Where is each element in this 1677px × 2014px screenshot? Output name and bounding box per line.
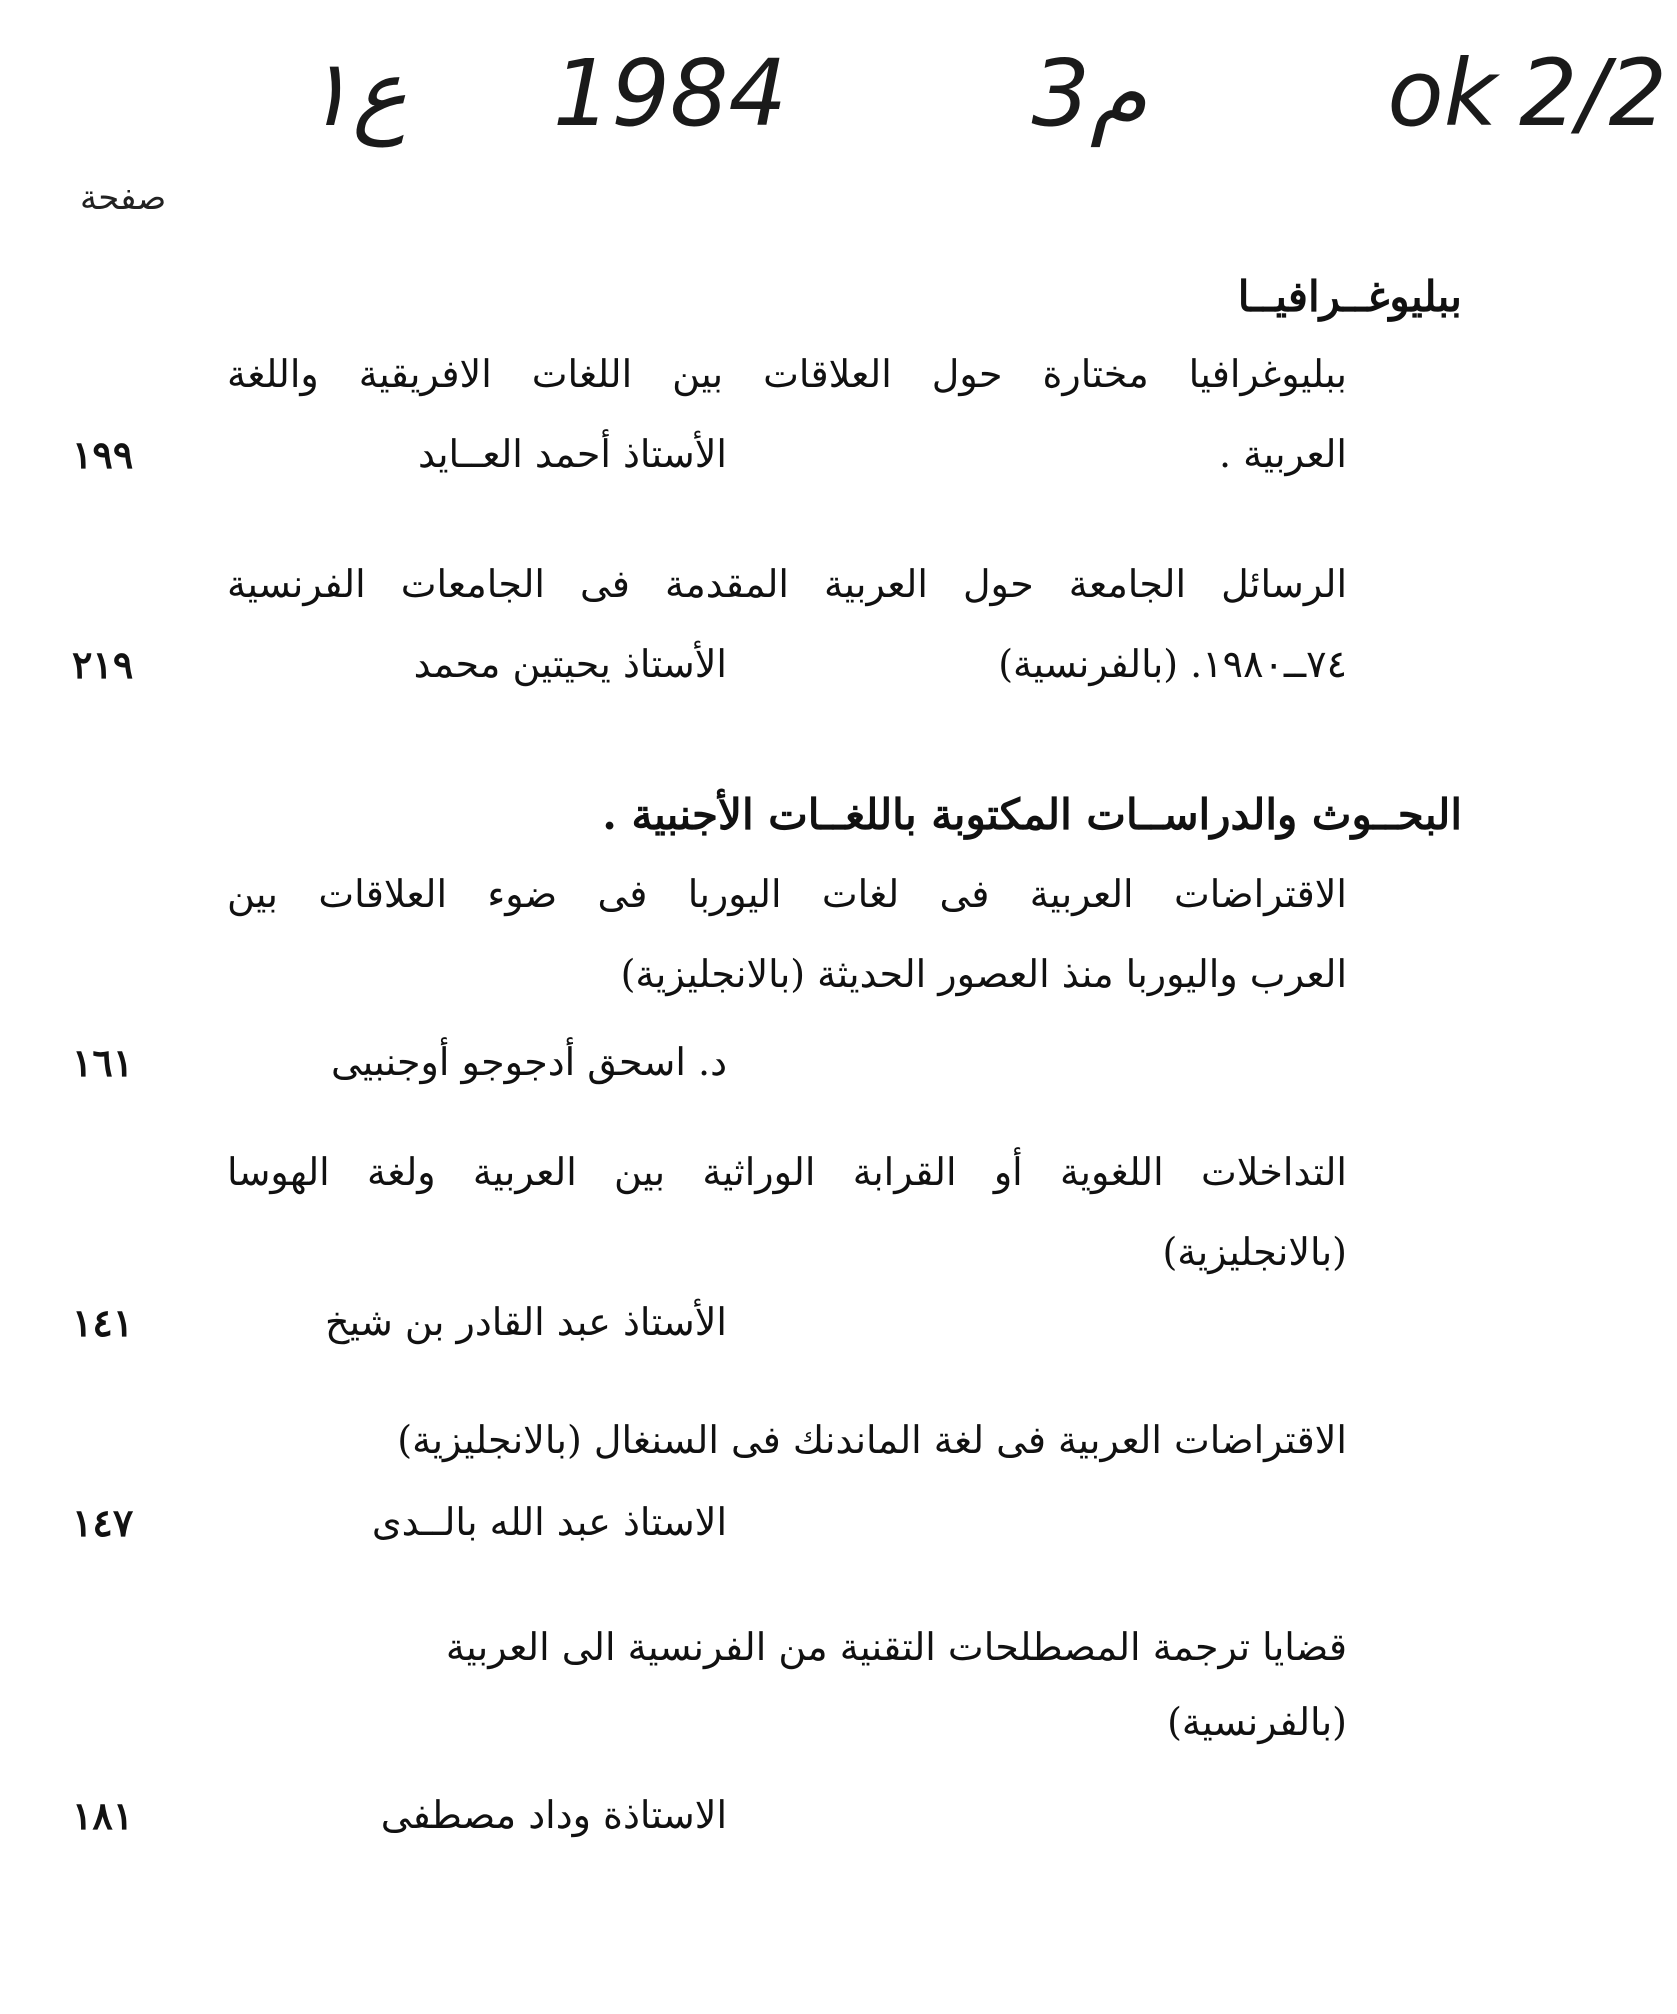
entry-author: الاستاذة وداد مصطفى <box>380 1793 727 1837</box>
entry-text-line: (بالفرنسية) <box>1167 1700 1347 1744</box>
entry-author: د. اسحق أدجوجو أوجنبيى <box>330 1040 727 1084</box>
entry-page-number: ١٩٩ <box>72 432 134 477</box>
handwritten-year: 1984 <box>552 40 787 147</box>
section-title-foreign-studies: البحــوث والدراســات المكتوبة باللغــات الأجنبية . <box>602 790 1462 839</box>
entry-page-number: ١٤٧ <box>72 1500 134 1545</box>
entry-text-line: العرب واليوربا منذ العصور الحديثة (بالانجليزية) <box>620 952 1347 996</box>
handwritten-fraction: 2/2 <box>1518 40 1667 147</box>
entry-author: الأستاذ أحمد العــايد <box>418 432 727 476</box>
entry-author: الاستاذ عبد الله بالــدى <box>371 1500 727 1544</box>
page-column-label: صفحة <box>80 178 167 218</box>
entry-text-line: العربية . <box>1218 432 1347 476</box>
entry-text-line: (بالانجليزية) <box>1162 1230 1347 1274</box>
handwritten-ok: ok <box>1387 40 1497 147</box>
entry-author: الأستاذ يحيتين محمد <box>413 642 727 686</box>
entry-text-line: التداخلات اللغوية أو القرابة الوراثية بين العربية ولغة الهوسا <box>227 1150 1347 1194</box>
entry-author: الأستاذ عبد القادر بن شيخ <box>325 1300 727 1344</box>
entry-page-number: ١٦١ <box>72 1040 134 1085</box>
entry-page-number: ١٨١ <box>72 1793 134 1838</box>
entry-text-line: ٧٤ــ١٩٨٠. (بالفرنسية) <box>998 642 1347 686</box>
entry-text-line: ببليوغرافيا مختارة حول العلاقات بين اللغات الافريقية واللغة <box>227 352 1347 396</box>
handwritten-code-1: ع١ <box>302 40 407 147</box>
entry-page-number: ٢١٩ <box>72 642 134 687</box>
entry-page-number: ١٤١ <box>72 1300 134 1345</box>
section-title-bibliography: ببليوغــرافيــا <box>1237 272 1462 321</box>
handwritten-volume: 3م <box>1031 40 1147 147</box>
entry-text-line: قضايا ترجمة المصطلحات التقنية من الفرنسية الى العربية <box>445 1625 1347 1669</box>
entry-text-line: الاقتراضات العربية فى لغة الماندنك فى السنغال (بالانجليزية) <box>397 1418 1347 1462</box>
entry-text-line: الاقتراضات العربية فى لغات اليوربا فى ضوء العلاقات بين <box>227 872 1347 916</box>
entry-text-line: الرسائل الجامعة حول العربية المقدمة فى الجامعات الفرنسية <box>227 562 1347 606</box>
handwritten-annotation <box>47 40 1667 190</box>
